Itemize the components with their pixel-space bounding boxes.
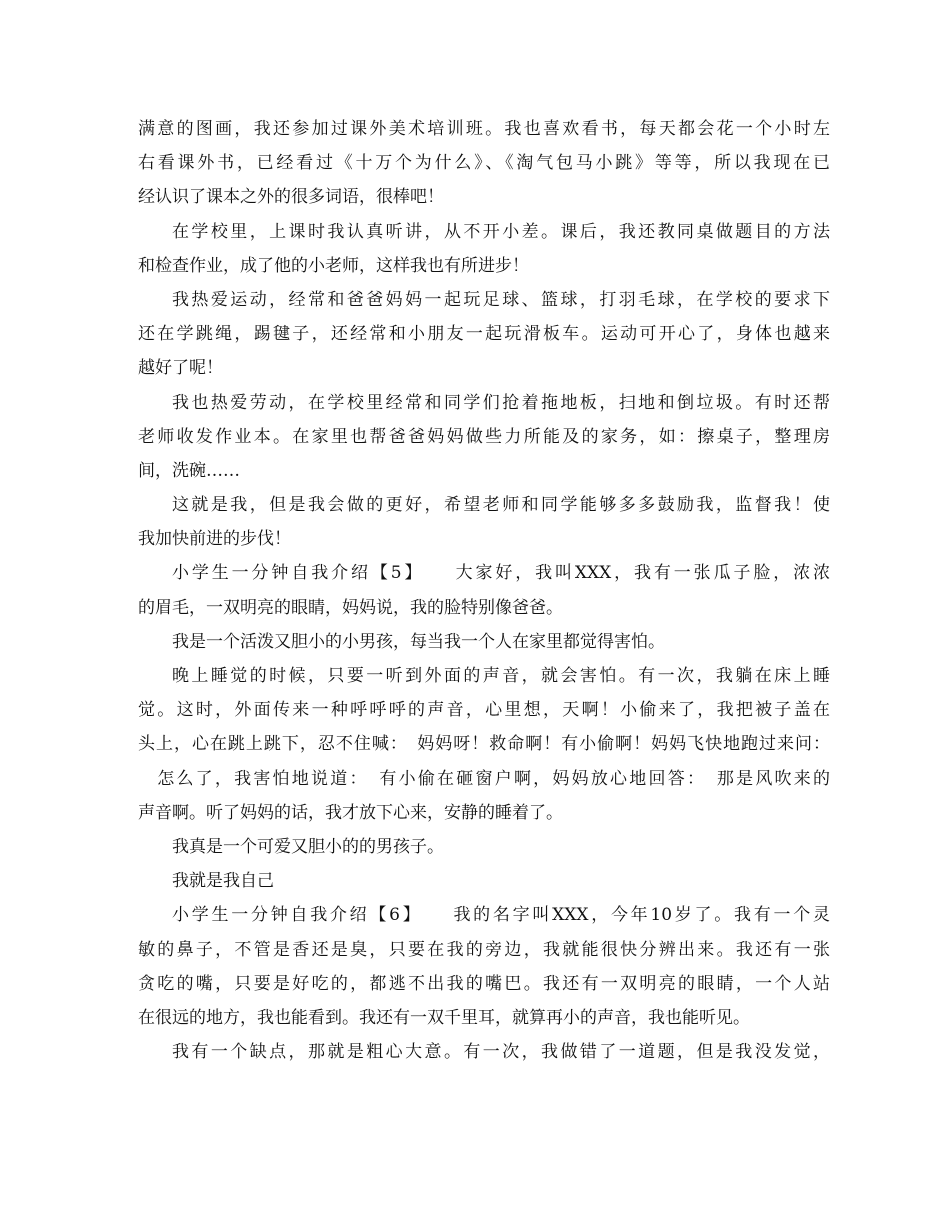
text-line: 这就是我，但是我会做的更好，希望老师和同学能够多多鼓励我，监督我！使: [172, 495, 830, 516]
text-line: 我热爱运动，经常和爸爸妈妈一起玩足球、篮球，打羽毛球，在学校的要求下: [172, 289, 830, 310]
text-line: 满意的图画，我还参加过课外美术培训班。我也喜欢看书，每天都会花一个小时左: [138, 119, 830, 139]
text-line: 我加快前进的步伐！: [138, 529, 291, 550]
text-line: 怎么了，我害怕地说道： 有小偷在砸窗户啊，妈妈放心地回答： 那是风吹来的: [138, 768, 830, 789]
text-line: 我真是一个可爱又胆小的的男孩子。: [172, 836, 444, 857]
text-line: 小学生一分钟自我介绍【6】 我的名字叫XXX，今年10岁了。我有一个灵: [172, 905, 830, 926]
text-line: 还在学跳绳，踢毽子，还经常和小朋友一起玩滑板车。运动可开心了，身体也越来: [138, 324, 830, 345]
text-line: 声音啊。听了妈妈的话，我才放下心来，安静的睡着了。: [138, 802, 563, 823]
text-line: 贪吃的嘴，只要是好吃的，都逃不出我的嘴巴。我还有一双明亮的眼睛，一个人站: [138, 973, 830, 994]
text-line: 和检查作业，成了他的小老师，这样我也有所进步！: [138, 255, 529, 276]
text-line: 间，洗碗……: [138, 460, 240, 481]
text-line: 我是一个活泼又胆小的小男孩，每当我一个人在家里都觉得害怕。: [172, 631, 665, 652]
text-line: 头上，心在跳上跳下，忍不住喊： 妈妈呀！救命啊！有小偷啊！妈妈飞快地跑过来问：: [138, 734, 830, 755]
text-line: 右看课外书，已经看过《十万个为什么》、《淘气包马小跳》等等，所以我现在已: [138, 153, 830, 174]
text-line: 在很远的地方，我也能看到。我还有一双千里耳，就算再小的声音，我也能听见。: [138, 1007, 750, 1028]
text-line: 老师收发作业本。在家里也帮爸爸妈妈做些力所能及的家务，如：擦桌子，整理房: [138, 426, 830, 447]
text-line: 我有一个缺点，那就是粗心大意。有一次，我做错了一道题，但是我没发觉，: [172, 1042, 830, 1063]
text-line: 越好了呢！: [138, 358, 223, 379]
text-line: 我也热爱劳动，在学校里经常和同学们抢着拖地板，扫地和倒垃圾。有时还帮: [172, 392, 830, 413]
document-body: [138, 112, 830, 1069]
text-line: 在学校里，上课时我认真听讲，从不开小差。课后，我还教同桌做题目的方法: [172, 221, 830, 242]
text-line: 的眉毛，一双明亮的眼睛，妈妈说，我的脸特别像爸爸。: [138, 597, 563, 618]
text-line: 小学生一分钟自我介绍【5】 大家好，我叫XXX，我有一张瓜子脸，浓浓: [172, 563, 830, 584]
text-line: 我就是我自己: [172, 871, 274, 892]
text-line: 经认识了课本之外的很多词语，很棒吧！: [138, 187, 444, 208]
text-line: 觉。这时，外面传来一种呼呼呼的声音，心里想，天啊！小偷来了，我把被子盖在: [138, 700, 830, 721]
text-line: 敏的鼻子，不管是香还是臭，只要在我的旁边，我就能很快分辨出来。我还有一张: [138, 939, 830, 960]
text-line: 晚上睡觉的时候，只要一听到外面的声音，就会害怕。有一次，我躺在床上睡: [172, 666, 830, 686]
